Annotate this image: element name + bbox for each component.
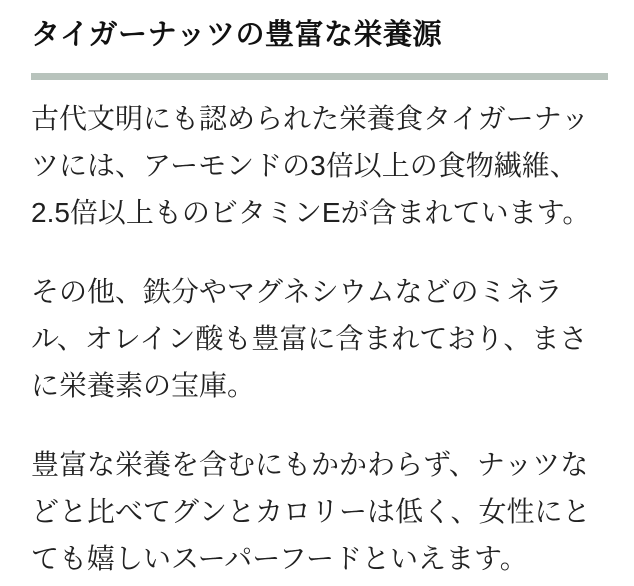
page-title: タイガーナッツの豊富な栄養源 (31, 19, 442, 51)
body-paragraph-3: 豊富な栄養を含むにもかかわらず、ナッツなどと比べてグンとカロリーは低く、女性にとても嬉しいスーパーフードといえます。 (31, 449, 591, 574)
body-paragraph-2: その他、鉄分やマグネシウムなどのミネラル、オレイン酸も豊富に含まれており、まさに栄養素の宝庫。 (31, 276, 588, 401)
body-paragraph-1: 古代文明にも認められた栄養食タイガーナッツには、アーモンドの3倍以上の食物繊維、2.5倍以上ものビタミンEが含まれています。 (31, 103, 591, 228)
section-divider (31, 73, 608, 80)
